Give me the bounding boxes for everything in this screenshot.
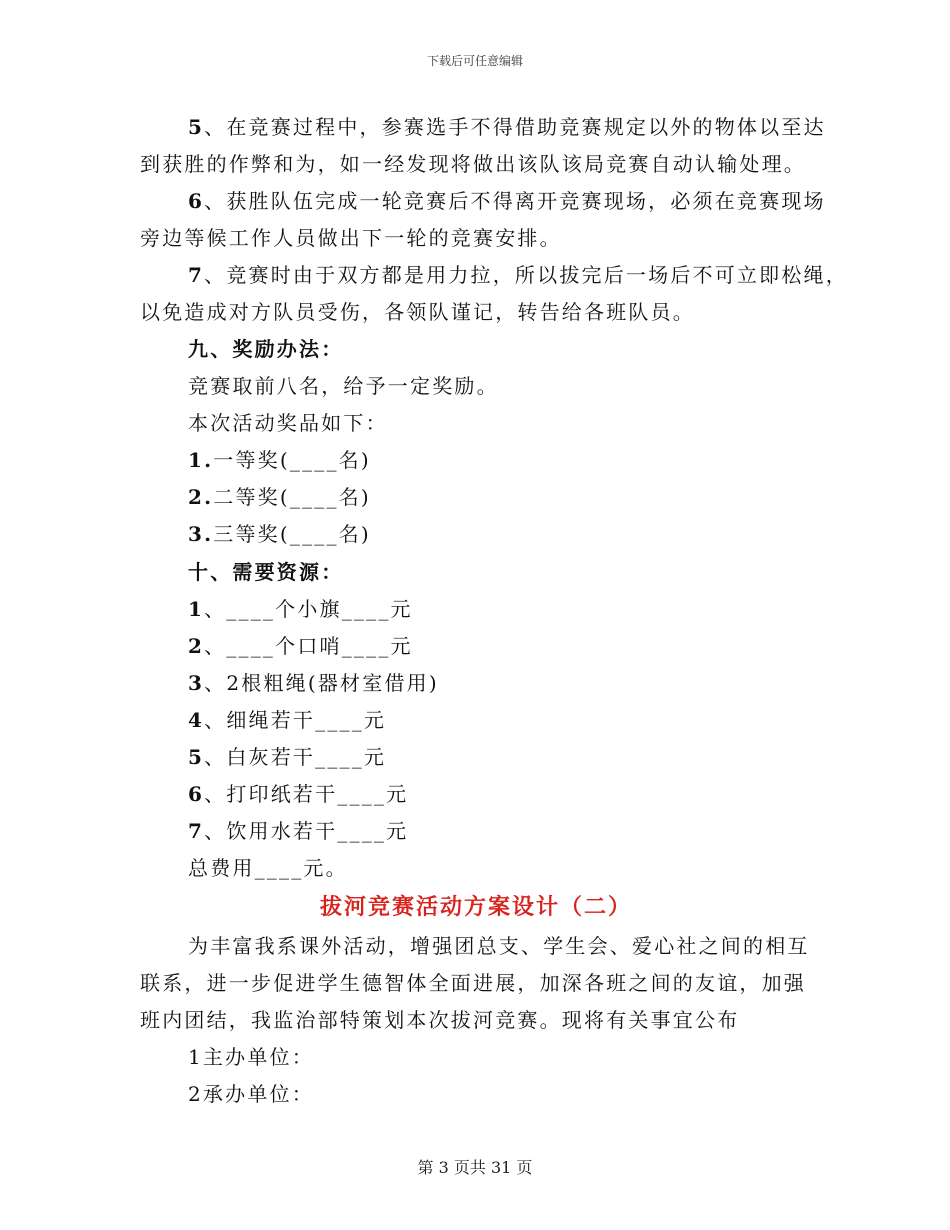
- prize-text: 二等奖(____名): [213, 485, 371, 509]
- rule-7-line-2: 以免造成对方队员受伤，各领队谨记，转告给各班队员。: [140, 300, 695, 324]
- rule-7-number: 7: [188, 263, 205, 287]
- resource-text: 、2根粗绳(器材室借用): [204, 671, 439, 695]
- resource-item: [188, 668, 439, 698]
- resource-item: [188, 816, 408, 846]
- rule-6-number: 6: [188, 189, 205, 213]
- page-footer: 第 3 页共 31 页: [417, 1158, 533, 1177]
- resource-number: 6: [188, 782, 205, 806]
- section-9-heading: 九、奖励办法：: [188, 337, 344, 361]
- rule-6-text: 、获胜队伍完成一轮竞赛后不得离开竞赛现场，必须在竞赛现场: [204, 189, 826, 213]
- rule-5-line-2: 到获胜的作弊和为，如一经发现将做出该队该局竞赛自动认输处理。: [140, 152, 806, 176]
- rule-5-text: 、在竞赛过程中，参赛选手不得借助竞赛规定以外的物体以至达: [204, 115, 826, 139]
- prize-number: 3.: [188, 522, 214, 546]
- prize-number: 2.: [188, 485, 214, 509]
- resource-item: [188, 631, 413, 661]
- resource-number: 5: [188, 745, 205, 769]
- resource-text: 、____个口哨____元: [204, 634, 413, 658]
- intro-line-2: 联系，进一步促进学生德智体全面进展，加深各班之间的友谊，加强: [140, 971, 806, 995]
- rule-5-line-1: [188, 112, 826, 142]
- prize-number: 1.: [188, 448, 214, 472]
- intro-line-1: 为丰富我系课外活动，增强团总支、学生会、爱心社之间的相互: [188, 934, 810, 958]
- resource-item: [188, 779, 408, 809]
- prize-item: [188, 519, 371, 549]
- page-header: 下载后可任意编辑: [426, 54, 523, 68]
- rule-6-line-2: 旁边等候工作人员做出下一轮的竞赛安排。: [140, 226, 562, 250]
- resource-number: 4: [188, 708, 205, 732]
- rule-7-line-1: [188, 260, 848, 290]
- intro-line-3: 班内团结，我监治部特策划本次拔河竞赛。现将有关事宜公布: [140, 1008, 740, 1032]
- prize-text: 一等奖(____名): [213, 448, 371, 472]
- prize-item: [188, 482, 371, 512]
- resource-text: 、____个小旗____元: [204, 597, 413, 621]
- resource-item: [188, 705, 386, 735]
- section-9-line-1: 竞赛取前八名，给予一定奖励。: [188, 374, 499, 398]
- rule-7-text: 、竞赛时由于双方都是用力拉，所以拔完后一场后不可立即松绳，: [204, 263, 848, 287]
- resource-text: 、饮用水若干____元: [204, 819, 409, 843]
- co-organizer-line: 2承办单位：: [188, 1082, 314, 1106]
- prize-text: 三等奖(____名): [213, 522, 371, 546]
- total-cost: 总费用____元。: [188, 856, 348, 880]
- resource-text: 、白灰若干____元: [204, 745, 387, 769]
- section-10-heading: 十、需要资源：: [188, 560, 344, 584]
- rule-5-number: 5: [188, 115, 205, 139]
- resource-item: [188, 742, 386, 772]
- resource-text: 、细绳若干____元: [204, 708, 387, 732]
- resource-number: 7: [188, 819, 205, 843]
- section-9-line-2: 本次活动奖品如下：: [188, 411, 388, 435]
- document-2-title: 拔河竞赛活动方案设计（二）: [319, 894, 632, 920]
- resource-number: 2: [188, 634, 205, 658]
- organizer-line: 1主办单位：: [188, 1045, 314, 1069]
- resource-item: [188, 594, 413, 624]
- prize-item: [188, 445, 371, 475]
- resource-text: 、打印纸若干____元: [204, 782, 409, 806]
- resource-number: 3: [188, 671, 205, 695]
- resource-number: 1: [188, 597, 205, 621]
- rule-6-line-1: [188, 186, 826, 216]
